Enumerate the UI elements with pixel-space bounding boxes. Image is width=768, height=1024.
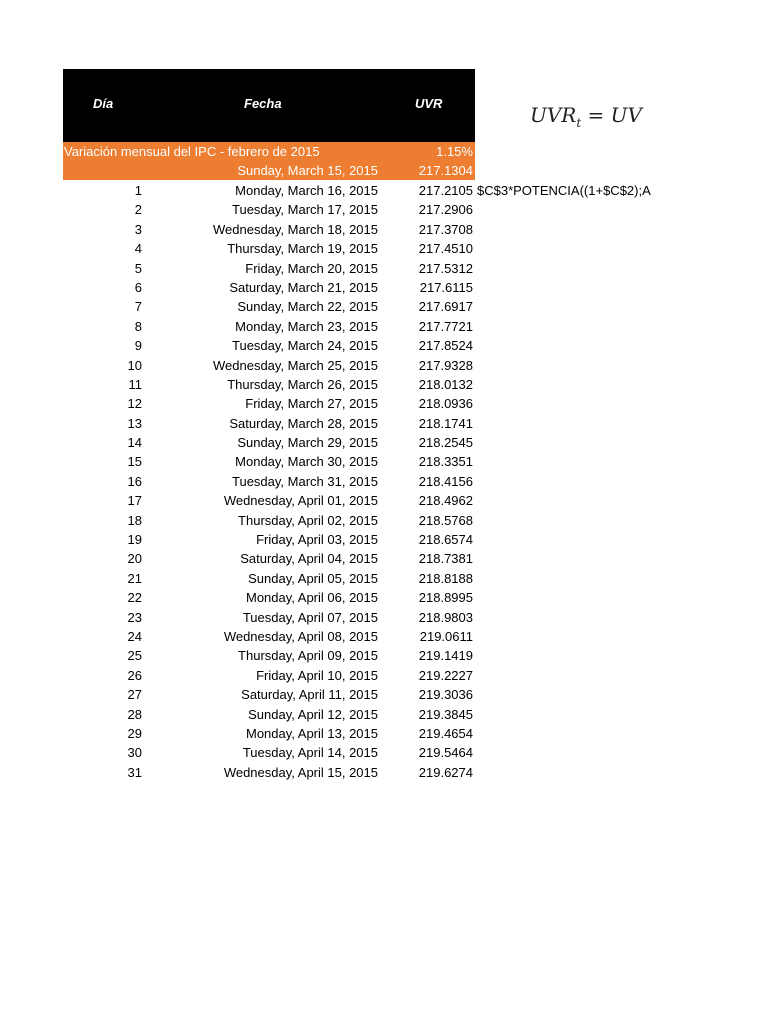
- table-row: [0, 763, 475, 782]
- table-row: [0, 666, 475, 685]
- cell-uvr[interactable]: 217.2105: [418, 183, 473, 198]
- cell-dia[interactable]: 3: [134, 221, 142, 237]
- cell-uvr[interactable]: 218.3351: [418, 454, 473, 470]
- cell-uvr[interactable]: 219.3036: [418, 687, 473, 703]
- table-row: [0, 511, 475, 530]
- cell-uvr[interactable]: 218.1741: [418, 415, 473, 431]
- cell-uvr[interactable]: 219.2227: [418, 667, 473, 683]
- table-row: [0, 685, 475, 704]
- cell-fecha[interactable]: Friday, March 20, 2015: [245, 260, 378, 276]
- table-row: [0, 220, 475, 239]
- cell-dia[interactable]: 22: [127, 590, 142, 606]
- cell-dia[interactable]: 1: [134, 183, 142, 198]
- table-row: [0, 181, 475, 200]
- table-row: [0, 724, 475, 743]
- cell-dia[interactable]: 9: [134, 338, 142, 354]
- cell-fecha[interactable]: Monday, March 23, 2015: [235, 318, 378, 334]
- cell-uvr[interactable]: 218.9803: [418, 609, 473, 625]
- cell-fecha[interactable]: Sunday, April 12, 2015: [248, 706, 378, 722]
- cell-uvr[interactable]: 219.0611: [419, 628, 473, 644]
- table-row: [0, 317, 475, 336]
- cell-fecha[interactable]: Wednesday, April 15, 2015: [223, 764, 378, 780]
- cell-dia[interactable]: 20: [127, 551, 142, 567]
- cell-fecha[interactable]: Tuesday, March 24, 2015: [232, 338, 378, 354]
- cell-dia[interactable]: 28: [127, 706, 142, 722]
- cell-fecha[interactable]: Tuesday, April 14, 2015: [242, 745, 378, 761]
- cell-dia[interactable]: 21: [127, 570, 142, 586]
- formula-cell[interactable]: $C$3*POTENCIA((1+$C$2);A: [477, 183, 651, 198]
- cell-uvr[interactable]: 217.6917: [418, 299, 473, 315]
- formula-main: UVR: [530, 103, 577, 127]
- cell-uvr[interactable]: 217.6115: [419, 279, 473, 295]
- cell-dia[interactable]: 11: [128, 376, 142, 392]
- table-row: [0, 414, 475, 433]
- cell-uvr[interactable]: 218.0936: [418, 396, 473, 412]
- header-fecha[interactable]: Fecha: [244, 96, 282, 111]
- cell-fecha[interactable]: Thursday, March 26, 2015: [227, 376, 378, 392]
- cell-fecha[interactable]: Monday, April 13, 2015: [245, 725, 378, 741]
- table-row: [0, 627, 475, 646]
- cell-fecha[interactable]: Tuesday, March 17, 2015: [232, 202, 378, 218]
- cell-uvr[interactable]: 218.8188: [418, 570, 473, 586]
- cell-dia[interactable]: 23: [127, 609, 142, 625]
- cell-dia[interactable]: 19: [127, 532, 142, 548]
- table-row: [0, 491, 475, 510]
- cell-uvr[interactable]: 218.0132: [418, 376, 473, 392]
- cell-uvr[interactable]: 218.4962: [418, 493, 473, 509]
- cell-fecha[interactable]: Sunday, March 29, 2015: [237, 435, 378, 451]
- ipc-value[interactable]: 1.15%: [436, 144, 473, 159]
- cell-dia[interactable]: 29: [127, 725, 142, 741]
- cell-uvr[interactable]: 217.8524: [418, 338, 473, 354]
- formula-rest: = UV: [581, 103, 642, 127]
- cell-fecha[interactable]: Wednesday, April 01, 2015: [223, 493, 378, 509]
- cell-fecha[interactable]: Saturday, April 11, 2015: [241, 687, 378, 703]
- cell-fecha[interactable]: Friday, April 10, 2015: [256, 667, 378, 683]
- ipc-label[interactable]: Variación mensual del IPC - febrero de 2015: [64, 144, 320, 159]
- cell-uvr[interactable]: 218.7381: [418, 551, 473, 567]
- cell-fecha[interactable]: Monday, March 30, 2015: [235, 454, 378, 470]
- cell-uvr[interactable]: 217.3708: [418, 221, 473, 237]
- cell-uvr[interactable]: 218.6574: [418, 532, 473, 548]
- cell-dia[interactable]: 2: [134, 202, 142, 218]
- cell-dia[interactable]: 12: [127, 396, 142, 412]
- table-row: [0, 452, 475, 471]
- cell-fecha[interactable]: Friday, March 27, 2015: [245, 396, 378, 412]
- cell-fecha[interactable]: Monday, March 16, 2015: [235, 183, 378, 198]
- formula-subscript: t: [576, 116, 582, 130]
- cell-dia[interactable]: 31: [127, 764, 142, 780]
- cell-dia[interactable]: 10: [127, 357, 142, 373]
- cell-uvr[interactable]: 218.5768: [418, 512, 473, 528]
- table-row: [0, 239, 475, 258]
- cell-fecha[interactable]: Saturday, March 28, 2015: [229, 415, 378, 431]
- table-row: [0, 278, 475, 297]
- table-row: [0, 530, 475, 549]
- table-row: [0, 743, 475, 762]
- cell-dia[interactable]: 8: [134, 318, 142, 334]
- cell-uvr[interactable]: 218.4156: [418, 473, 473, 489]
- table-row: [0, 646, 475, 665]
- cell-dia[interactable]: 15: [127, 454, 142, 470]
- table-row: [0, 588, 475, 607]
- cell-dia[interactable]: 25: [127, 648, 142, 664]
- cell-dia[interactable]: 16: [127, 473, 142, 489]
- cell-uvr[interactable]: 218.8995: [418, 590, 473, 606]
- cell-dia[interactable]: 13: [127, 415, 142, 431]
- base-fecha[interactable]: Sunday, March 15, 2015: [237, 163, 378, 178]
- cell-dia[interactable]: 7: [134, 299, 142, 315]
- base-uvr[interactable]: 217.1304: [418, 163, 473, 178]
- cell-uvr[interactable]: 217.2906: [418, 202, 473, 218]
- table-row: [0, 472, 475, 491]
- cell-uvr[interactable]: 217.4510: [418, 241, 473, 257]
- cell-fecha[interactable]: Thursday, April 02, 2015: [238, 512, 378, 528]
- table-row: [0, 608, 475, 627]
- cell-uvr[interactable]: 219.1419: [418, 648, 473, 664]
- formula-equation: [530, 100, 642, 130]
- cell-fecha[interactable]: Thursday, April 09, 2015: [238, 648, 378, 664]
- table-row: [0, 375, 475, 394]
- cell-uvr[interactable]: 219.6274: [418, 764, 473, 780]
- cell-uvr[interactable]: 217.7721: [418, 318, 473, 334]
- header-dia[interactable]: Día: [93, 96, 114, 111]
- table-row: [0, 433, 475, 452]
- cell-fecha[interactable]: Saturday, March 21, 2015: [229, 279, 378, 295]
- table-row: [0, 297, 475, 316]
- cell-uvr[interactable]: 219.4654: [418, 725, 473, 741]
- table-row: [0, 336, 475, 355]
- cell-dia[interactable]: 30: [127, 745, 142, 761]
- cell-dia[interactable]: 14: [127, 435, 142, 451]
- cell-dia[interactable]: 4: [134, 241, 142, 257]
- cell-fecha[interactable]: Wednesday, March 25, 2015: [212, 357, 378, 373]
- data-rows: [0, 181, 475, 782]
- cell-fecha[interactable]: Sunday, March 22, 2015: [237, 299, 378, 315]
- cell-dia[interactable]: 5: [134, 260, 142, 276]
- cell-uvr[interactable]: 219.3845: [418, 706, 473, 722]
- cell-uvr[interactable]: 217.5312: [418, 260, 473, 276]
- table-row: [0, 705, 475, 724]
- cell-fecha[interactable]: Saturday, April 04, 2015: [240, 551, 378, 567]
- table-row: [0, 356, 475, 375]
- cell-dia[interactable]: 27: [127, 687, 142, 703]
- cell-uvr[interactable]: 218.2545: [418, 435, 473, 451]
- cell-fecha[interactable]: Wednesday, April 08, 2015: [223, 628, 378, 644]
- cell-dia[interactable]: 24: [127, 628, 142, 644]
- cell-dia[interactable]: 18: [127, 512, 142, 528]
- cell-fecha[interactable]: Wednesday, March 18, 2015: [212, 221, 378, 237]
- table-row: [0, 549, 475, 568]
- table-row: [0, 569, 475, 588]
- header-uvr[interactable]: UVR: [415, 96, 443, 111]
- cell-uvr[interactable]: 219.5464: [418, 745, 473, 761]
- cell-fecha[interactable]: Friday, April 03, 2015: [256, 532, 378, 548]
- cell-dia[interactable]: 26: [127, 667, 142, 683]
- cell-fecha[interactable]: Tuesday, March 31, 2015: [232, 473, 378, 489]
- cell-fecha[interactable]: Thursday, March 19, 2015: [227, 241, 378, 257]
- table-row: [0, 200, 475, 219]
- cell-dia[interactable]: 17: [127, 493, 142, 509]
- table-row: [0, 394, 475, 413]
- table-row: [0, 259, 475, 278]
- cell-fecha[interactable]: Sunday, April 05, 2015: [248, 570, 378, 586]
- cell-fecha[interactable]: Tuesday, April 07, 2015: [242, 609, 378, 625]
- cell-dia[interactable]: 6: [134, 279, 142, 295]
- cell-uvr[interactable]: 217.9328: [418, 357, 473, 373]
- cell-fecha[interactable]: Monday, April 06, 2015: [245, 590, 378, 606]
